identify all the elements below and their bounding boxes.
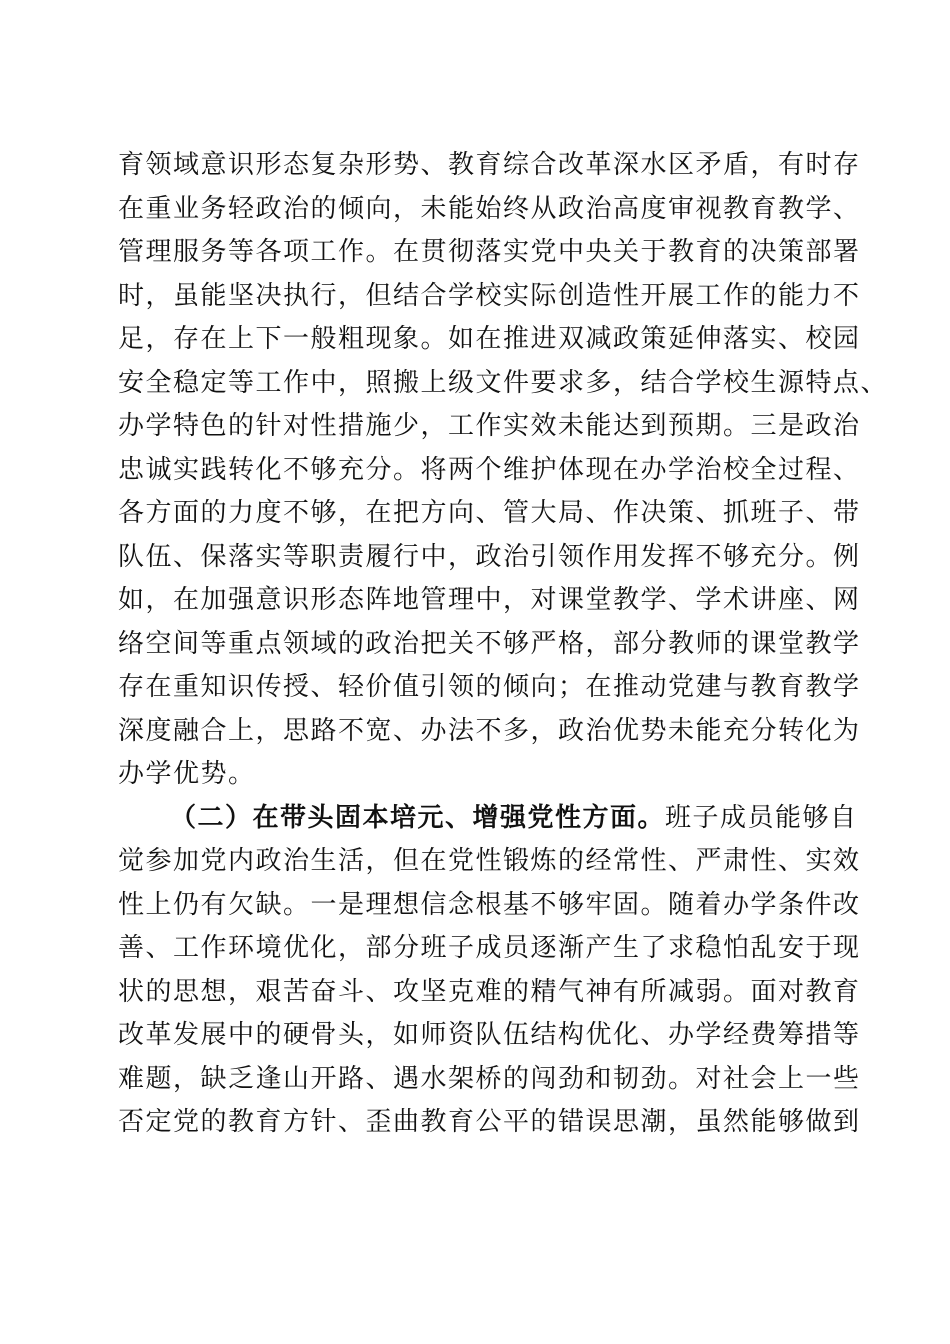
text-line: 办学优势。 <box>118 759 256 789</box>
text-line: 改革发展中的硬骨头，如师资队伍结构优化、办学经费筹措等 <box>118 1020 861 1050</box>
section-first-line-text: 班子成员能够自 <box>665 802 858 833</box>
text-line: 忠诚实践转化不够充分。将两个维护体现在办学治校全过程、 <box>118 454 861 485</box>
text-line: 存在重知识传授、轻价值引领的倾向；在推动党建与教育教学 <box>118 672 861 702</box>
text-line: 性上仍有欠缺。一是理想信念根基不够牢固。随着办学条件改 <box>118 889 861 920</box>
text-line: 络空间等重点领域的政治把关不够严格，部分教师的课堂教学 <box>118 628 861 659</box>
text-line: 善、工作环境优化，部分班子成员逐渐产生了求稳怕乱安于现 <box>118 933 861 963</box>
section-heading: （二）在带头固本培元、增强党性方面。 <box>170 802 666 833</box>
text-line: 办学特色的针对性措施少，工作实效未能达到预期。三是政治 <box>118 411 861 441</box>
text-line: 管理服务等各项工作。在贯彻落实党中央关于教育的决策部署 <box>118 237 861 267</box>
text-line: 觉参加党内政治生活，但在党性锻炼的经常性、严肃性、实效 <box>118 846 861 876</box>
text-line: 状的思想，艰苦奋斗、攻坚克难的精气神有所减弱。面对教育 <box>118 976 861 1007</box>
text-line: 如，在加强意识形态阵地管理中，对课堂教学、学术讲座、网 <box>118 585 861 615</box>
text-line: 深度融合上，思路不宽、办法不多，政治优势未能充分转化为 <box>118 715 861 746</box>
section-heading-line <box>118 797 858 841</box>
text-line: 难题，缺乏逢山开路、遇水架桥的闯劲和韧劲。对社会上一些 <box>118 1063 861 1094</box>
text-line: 队伍、保落实等职责履行中，政治引领作用发挥不够充分。例 <box>118 541 861 572</box>
text-line: 安全稳定等工作中，照搬上级文件要求多，结合学校生源特点、 <box>118 367 889 398</box>
text-line: 足，存在上下一般粗现象。如在推进双减政策延伸落实、校园 <box>118 324 861 354</box>
text-line: 否定党的教育方针、歪曲教育公平的错误思潮，虽然能够做到 <box>118 1107 861 1137</box>
text-line: 时，虽能坚决执行，但结合学校实际创造性开展工作的能力不 <box>118 280 861 311</box>
text-line: 在重业务轻政治的倾向，未能始终从政治高度审视教育教学、 <box>118 193 861 224</box>
body-text <box>118 144 889 1145</box>
text-line: 育领域意识形态复杂形势、教育综合改革深水区矛盾，有时存 <box>118 150 861 180</box>
text-line: 各方面的力度不够，在把方向、管大局、作决策、抓班子、带 <box>118 498 861 528</box>
